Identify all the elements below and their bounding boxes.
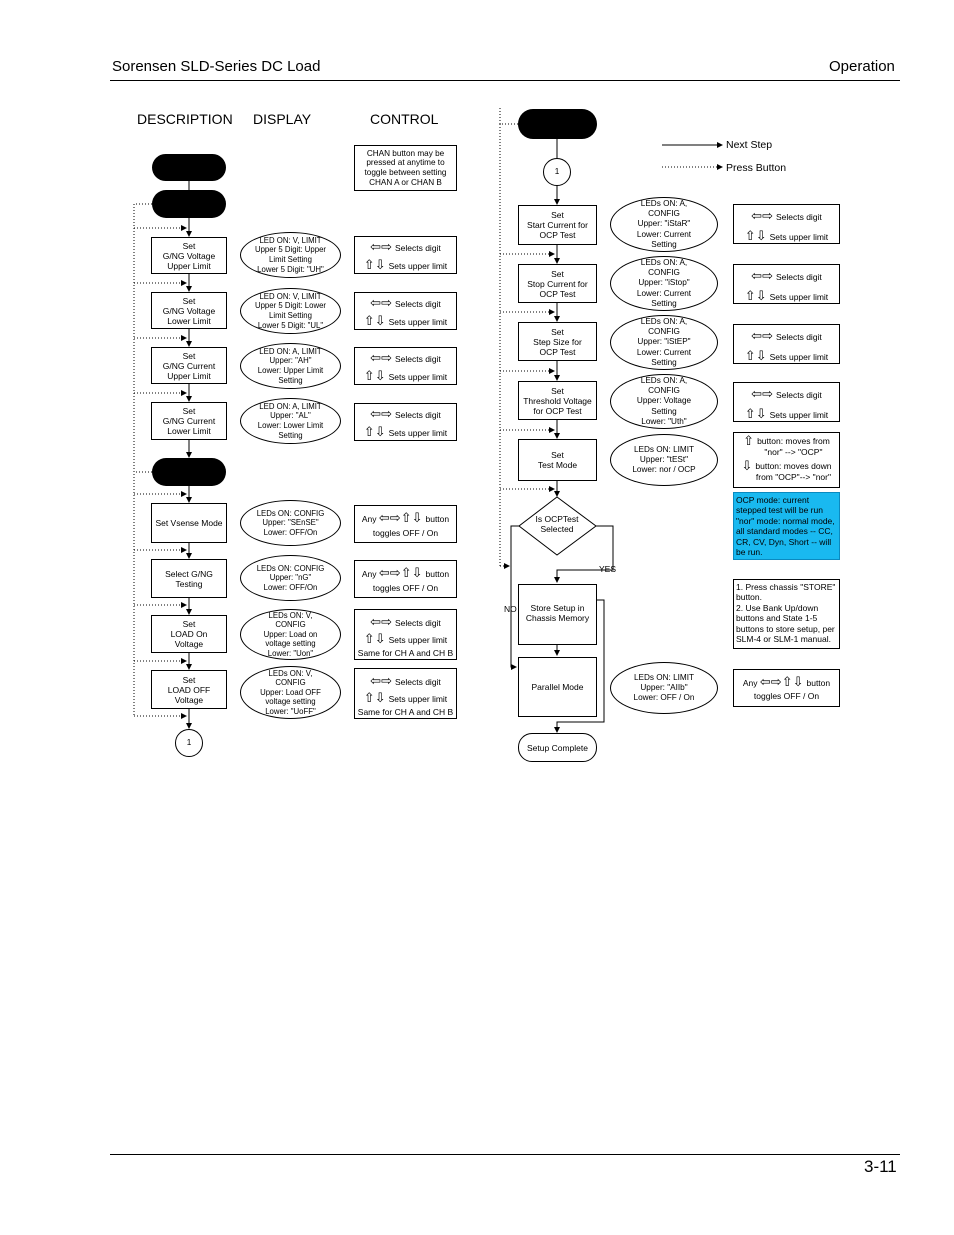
ocp-terminator — [518, 109, 597, 139]
control-text: Sets upper limit — [769, 232, 829, 242]
step-istop-control — [733, 264, 840, 304]
store-note: 1. Press chassis "STORE" button. 2. Use Bank Up/down buttons and State 1-5 buttons to store setup, per SLM-4 or SLM-1 manual. — [733, 579, 840, 649]
store-label: Store Setup in Chassis Memory — [518, 584, 597, 645]
setup-complete: Setup Complete — [518, 733, 597, 762]
decision-yes: YES — [599, 564, 617, 574]
step-vh-display: LED ON: V, LIMIT Upper 5 Digit: Upper Limit Setting Lower 5 Digit: "UH" — [240, 232, 341, 278]
up-down-arrows-icon: ⇧⇩ — [744, 407, 767, 422]
step-uth-label: Set Threshold Voltage for OCP Test — [518, 381, 597, 420]
step-vsense-control — [354, 505, 457, 543]
step-gng-control — [354, 560, 457, 598]
step-gng-display: LEDs ON: CONFIG Upper: "nG" Lower: OFF/On — [240, 555, 341, 601]
control-text: Selects digit — [394, 299, 441, 309]
legend-next-step: Next Step — [726, 139, 773, 151]
parallel-display: LEDs ON: LIMIT Upper: "AIIb" Lower: OFF / On — [610, 662, 718, 714]
left-right-arrows-icon: ⇦⇨ — [370, 674, 392, 689]
control-text: button: moves down from "OCP"--> "nor" — [755, 461, 832, 482]
step-uoff-control — [354, 668, 457, 719]
control-text: Selects digit — [775, 332, 822, 342]
step-uth-control — [733, 382, 840, 422]
step-ah-display: LED ON: A, LIMIT Upper: "AH" Lower: Upper Limit Setting — [240, 343, 341, 389]
step-uon-display: LEDs ON: V, CONFIG Upper: Load on voltage setting Lower: "Uon" — [240, 609, 341, 660]
any-text: Any — [361, 569, 377, 579]
step-uth-display: LEDs ON: A, CONFIG Upper: Voltage Setting Lower: "Uth" — [610, 374, 718, 429]
left-right-arrows-icon: ⇦⇨ — [370, 407, 392, 422]
up-down-arrows-icon: ⇧⇩ — [363, 369, 386, 384]
col-display: DISPLAY — [253, 111, 312, 127]
step-al-control — [354, 403, 457, 441]
step-vl-display: LED ON: V, LIMIT Upper 5 Digit: Lower Limit Setting Lower 5 Digit: "UL" — [240, 288, 341, 334]
control-text: Sets upper limit — [388, 694, 448, 704]
decision-label: Is OCPTest Selected — [535, 514, 579, 535]
control-text: Selects digit — [394, 243, 441, 253]
up-down-arrows-icon: ⇧⇩ — [363, 632, 386, 647]
step-uon-control — [354, 609, 457, 660]
step-istop-label: Set Stop Current for OCP Test — [518, 264, 597, 303]
step-istep-label: Set Step Size for OCP Test — [518, 322, 597, 361]
left-right-arrows-icon: ⇦⇨ — [370, 351, 392, 366]
ocp-note: OCP mode: current stepped test will be run "nor" mode: normal mode, all standard modes -- CC, CR, CV, Dyn, Short -- will be run. — [733, 492, 840, 560]
step-istop-display: LEDs ON: A, CONFIG Upper: "iStop" Lower: Current Setting — [610, 256, 718, 311]
control-text: Sets upper limit — [769, 410, 829, 420]
up-down-arrows-icon: ⇧⇩ — [744, 349, 767, 364]
parallel-control — [733, 669, 840, 707]
step-testmode-control — [733, 432, 840, 488]
gng-terminator — [152, 190, 226, 218]
up-down-arrows-icon: ⇧⇩ — [363, 314, 386, 329]
page-number: 3-11 — [864, 1157, 897, 1176]
left-right-arrows-icon: ⇦⇨ — [370, 615, 392, 630]
control-text: Selects digit — [394, 618, 441, 628]
arrows-icon: ⇦⇨⇧⇩ — [759, 675, 804, 690]
col-control: CONTROL — [370, 111, 439, 127]
start-terminator — [152, 154, 226, 181]
connector-out: 1 — [175, 729, 203, 757]
control-text: Same for CH A and CH B — [357, 707, 454, 717]
toggle-text: toggles OFF / On — [753, 691, 820, 701]
step-testmode-label: Set Test Mode — [518, 439, 597, 481]
step-vl-control — [354, 292, 457, 330]
step-al-display: LED ON: A, LIMIT Upper: "AL" Lower: Lower Limit Setting — [240, 398, 341, 444]
left-right-arrows-icon: ⇦⇨ — [751, 387, 773, 402]
arrows-icon: ⇦⇨⇧⇩ — [378, 566, 423, 581]
config-terminator — [152, 458, 226, 486]
control-text: Selects digit — [394, 410, 441, 420]
chan-note: CHAN button may be pressed at anytime to toggle between setting CHAN A or CHAN B — [354, 145, 457, 191]
control-text: Selects digit — [775, 390, 822, 400]
control-text: Sets upper limit — [388, 317, 448, 327]
left-right-arrows-icon: ⇦⇨ — [751, 269, 773, 284]
decision-no: NO — [504, 604, 517, 614]
control-text: button: moves from "nor" --> "OCP" — [757, 436, 830, 457]
control-text: Sets upper limit — [388, 372, 448, 382]
any-text: Any — [742, 678, 758, 688]
step-istep-display: LEDs ON: A, CONFIG Upper: "iStEP" Lower: Current Setting — [610, 315, 718, 370]
toggle-text: toggles OFF / On — [372, 583, 439, 593]
step-vsense-display: LEDs ON: CONFIG Upper: "SEnSE" Lower: OFF/On — [240, 500, 341, 546]
step-istar-control — [733, 204, 840, 244]
up-down-arrows-icon: ⇧⇩ — [363, 258, 386, 273]
left-right-arrows-icon: ⇦⇨ — [370, 296, 392, 311]
step-uoff-label: Set LOAD OFF Voltage — [151, 670, 227, 709]
control-text: Same for CH A and CH B — [357, 648, 454, 658]
step-al-label: Set G/NG Current Lower Limit — [151, 402, 227, 440]
step-istar-display: LEDs ON: A, CONFIG Upper: "iStaR" Lower: Current Setting — [610, 197, 718, 252]
section-title: Operation — [829, 58, 895, 75]
step-ah-label: Set G/NG Current Upper Limit — [151, 347, 227, 384]
legend-press-button: Press Button — [726, 162, 787, 174]
control-text: Sets upper limit — [769, 292, 829, 302]
any-text: Any — [361, 514, 377, 524]
step-uoff-display: LEDs ON: V, CONFIG Upper: Load OFF voltage setting Lower: "UoFF" — [240, 666, 341, 719]
button-text: button — [425, 514, 450, 524]
left-right-arrows-icon: ⇦⇨ — [751, 329, 773, 344]
up-down-arrows-icon: ⇧⇩ — [744, 289, 767, 304]
control-text: Selects digit — [775, 272, 822, 282]
step-vh-control — [354, 236, 457, 274]
toggle-text: toggles OFF / On — [372, 528, 439, 538]
button-text: button — [806, 678, 831, 688]
step-uon-label: Set LOAD On Voltage — [151, 615, 227, 653]
control-text: Selects digit — [394, 677, 441, 687]
up-down-arrows-icon: ⇧⇩ — [744, 229, 767, 244]
down-arrow-icon: ⇩ — [741, 459, 753, 474]
step-istar-label: Set Start Current for OCP Test — [518, 205, 597, 245]
doc-title: Sorensen SLD-Series DC Load — [112, 58, 321, 75]
up-down-arrows-icon: ⇧⇩ — [363, 691, 386, 706]
left-right-arrows-icon: ⇦⇨ — [751, 209, 773, 224]
up-down-arrows-icon: ⇧⇩ — [363, 425, 386, 440]
control-text: Sets upper limit — [769, 352, 829, 362]
step-testmode-display: LEDs ON: LIMIT Upper: "tESt" Lower: nor / OCP — [610, 434, 718, 486]
up-arrow-icon: ⇧ — [743, 434, 755, 449]
control-text: Sets upper limit — [388, 635, 448, 645]
step-vsense-label: Set Vsense Mode — [151, 503, 227, 543]
step-vl-label: Set G/NG Voltage Lower Limit — [151, 292, 227, 329]
parallel-label: Parallel Mode — [518, 657, 597, 717]
step-gng-label: Select G/NG Testing — [151, 559, 227, 598]
control-text: Selects digit — [775, 212, 822, 222]
control-text: Sets upper limit — [388, 428, 448, 438]
step-ah-control — [354, 347, 457, 385]
control-text: Sets upper limit — [388, 261, 448, 271]
left-right-arrows-icon: ⇦⇨ — [370, 240, 392, 255]
step-istep-control — [733, 324, 840, 364]
connector-in: 1 — [543, 158, 571, 186]
step-vh-label: Set G/NG Voltage Upper Limit — [151, 237, 227, 274]
button-text: button — [425, 569, 450, 579]
control-text: Selects digit — [394, 354, 441, 364]
col-description: DESCRIPTION — [137, 111, 233, 127]
arrows-icon: ⇦⇨⇧⇩ — [378, 511, 423, 526]
